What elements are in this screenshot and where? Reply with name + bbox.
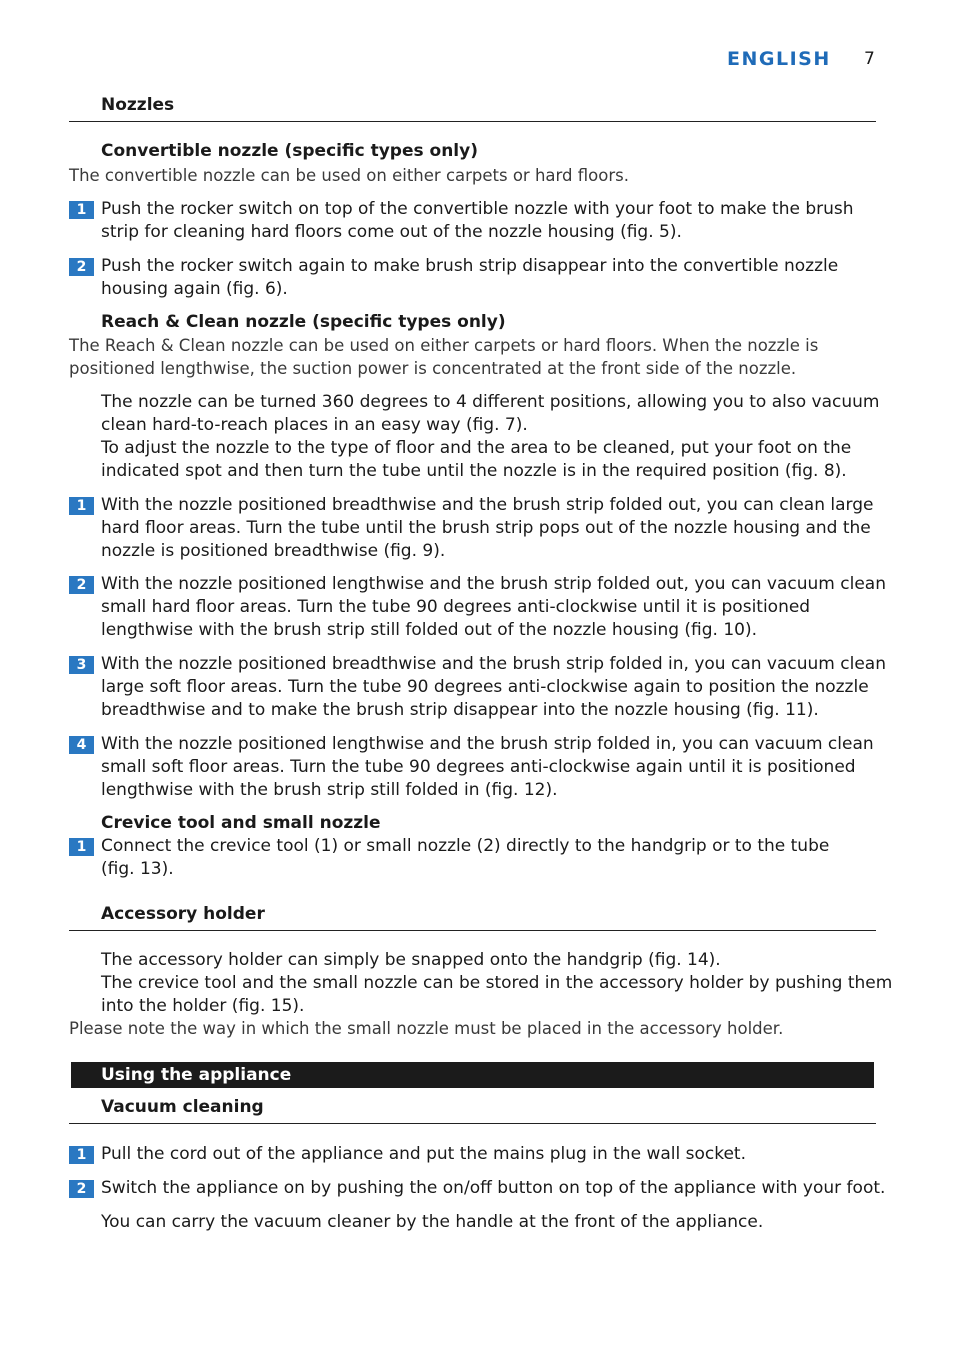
step-number: 3 (69, 656, 94, 674)
convertible-intro: The convertible nozzle can be used on either carpets or hard floors. (69, 166, 629, 185)
step-text-line: Switch the appliance on by pushing the on/off button on top of the appliance with your foot. (101, 1178, 886, 1198)
step-text-line: With the nozzle positioned breadthwise and the brush strip folded out, you can clean large (101, 495, 874, 515)
step-number: 2 (69, 576, 94, 594)
step-text-line: lengthwise with the brush strip still folded in (fig. 12). (101, 780, 558, 800)
step-number: 1 (69, 497, 94, 515)
note-line: The crevice tool and the small nozzle can be stored in the accessory holder by pushing them (101, 973, 893, 993)
step-text-line: Push the rocker switch on top of the convertible nozzle with your foot to make the brush (101, 199, 854, 219)
reach-clean-intro-line: The Reach & Clean nozzle can be used on either carpets or hard floors. When the nozzle is (69, 336, 819, 355)
section-divider (69, 930, 876, 931)
step-text-line: large soft floor areas. Turn the tube 90 degrees anti-clockwise again to position the nozzle (101, 677, 869, 697)
step-text-line: strip for cleaning hard floors come out of the nozzle housing (fig. 5). (101, 222, 682, 242)
step-text-line: Pull the cord out of the appliance and put the mains plug in the wall socket. (101, 1144, 746, 1164)
step-text-line: With the nozzle positioned breadthwise and the brush strip folded in, you can vacuum clean (101, 654, 886, 674)
note-line: To adjust the nozzle to the type of floor and the area to be cleaned, put your foot on the (101, 438, 852, 458)
section-divider (69, 121, 876, 122)
step-text-line: With the nozzle positioned lengthwise and the brush strip folded in, you can vacuum clean (101, 734, 874, 754)
step-text-line: hard floor areas. Turn the tube until the brush strip pops out of the nozzle housing and the (101, 518, 871, 538)
section-title-nozzles: Nozzles (101, 95, 175, 115)
section-title-accessory: Accessory holder (101, 904, 265, 924)
subsection-title-convertible: Convertible nozzle (specific types only) (101, 141, 478, 161)
step-text-line: Connect the crevice tool (1) or small nozzle (2) directly to the handgrip or to the tube (101, 836, 830, 856)
section-divider (69, 1123, 876, 1124)
accessory-footnote: Please note the way in which the small nozzle must be placed in the accessory holder. (69, 1019, 784, 1038)
reach-clean-intro-line: positioned lengthwise, the suction power is concentrated at the front side of the nozzle. (69, 359, 797, 378)
note-line: You can carry the vacuum cleaner by the handle at the front of the appliance. (101, 1212, 764, 1232)
chapter-title-using: Using the appliance (101, 1065, 292, 1085)
subsection-title-crevice: Crevice tool and small nozzle (101, 813, 381, 833)
page-number: 7 (864, 49, 875, 69)
step-text-line: breadthwise and to make the brush strip disappear into the nozzle housing (fig. 11). (101, 700, 819, 720)
note-line: The nozzle can be turned 360 degrees to 4 different positions, allowing you to also vacuum (101, 392, 880, 412)
subsection-title-reach-clean: Reach & Clean nozzle (specific types only) (101, 312, 506, 332)
section-title-vacuum: Vacuum cleaning (101, 1097, 264, 1117)
step-text-line: housing again (fig. 6). (101, 279, 288, 299)
step-text-line: With the nozzle positioned lengthwise and the brush strip folded out, you can vacuum clean (101, 574, 886, 594)
step-number: 1 (69, 838, 94, 856)
step-number: 4 (69, 736, 94, 754)
step-text-line: nozzle is positioned breadthwise (fig. 9). (101, 541, 446, 561)
language-label: ENGLISH (727, 48, 831, 70)
step-text-line: Push the rocker switch again to make brush strip disappear into the convertible nozzle (101, 256, 839, 276)
step-number: 1 (69, 201, 94, 219)
note-line: into the holder (fig. 15). (101, 996, 305, 1016)
step-text-line: (fig. 13). (101, 859, 174, 879)
note-line: indicated spot and then turn the tube until the nozzle is in the required position (fig. 8). (101, 461, 847, 481)
step-text-line: small hard floor areas. Turn the tube 90 degrees anti-clockwise until it is positioned (101, 597, 811, 617)
step-number: 2 (69, 258, 94, 276)
step-text-line: lengthwise with the brush strip still folded out of the nozzle housing (fig. 10). (101, 620, 758, 640)
step-text-line: small soft floor areas. Turn the tube 90 degrees anti-clockwise again until it is positioned (101, 757, 856, 777)
step-number: 1 (69, 1146, 94, 1164)
step-number: 2 (69, 1180, 94, 1198)
note-line: The accessory holder can simply be snapped onto the handgrip (fig. 14). (101, 950, 721, 970)
note-line: clean hard-to-reach places in an easy way (fig. 7). (101, 415, 528, 435)
